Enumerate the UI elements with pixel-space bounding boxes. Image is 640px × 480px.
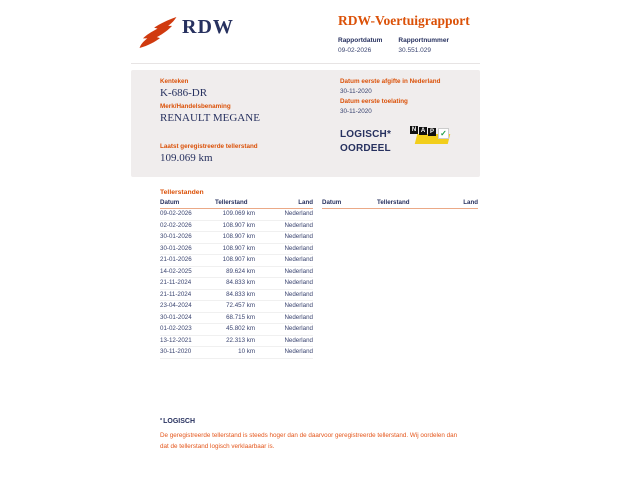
table-row bbox=[160, 301, 313, 313]
report-date-label: Rapportdatum bbox=[338, 37, 383, 44]
kenteken-value: K-686-DR bbox=[160, 87, 208, 99]
table-cell-land: Nederland bbox=[284, 233, 313, 240]
column-header-tellerstand: Tellerstand bbox=[215, 199, 248, 206]
table-row bbox=[160, 290, 313, 302]
table-cell-datum: 21-11-2024 bbox=[160, 279, 192, 286]
table-row bbox=[160, 221, 313, 233]
table-cell-datum: 30-11-2020 bbox=[160, 348, 192, 355]
table-cell-land: Nederland bbox=[284, 313, 313, 321]
report-number-field bbox=[398, 37, 449, 54]
tellerstanden-title: Tellerstanden bbox=[160, 189, 204, 196]
table-cell-land: Nederland bbox=[284, 210, 313, 217]
table-row bbox=[160, 209, 313, 221]
table-cell-land: Nederland bbox=[284, 279, 313, 286]
column-header-datum: Datum bbox=[322, 199, 342, 206]
eerste-toelating-value: 30-11-2020 bbox=[340, 108, 372, 115]
eerste-toelating-label: Datum eerste toelating bbox=[340, 98, 408, 105]
column-header-land: Land bbox=[298, 199, 313, 206]
table-cell-tellerstand: 108.907 km bbox=[222, 221, 255, 229]
table-row bbox=[160, 336, 313, 348]
oordeel-text bbox=[340, 128, 391, 156]
table-cell-land: Nederland bbox=[284, 302, 313, 309]
table-cell-datum: 30-01-2026 bbox=[160, 233, 192, 240]
meter-table-right-header bbox=[322, 199, 478, 209]
merk-field bbox=[160, 103, 260, 124]
table-row bbox=[160, 232, 313, 244]
table-cell-land: Nederland bbox=[284, 348, 313, 355]
table-cell-tellerstand: 68.715 km bbox=[226, 313, 255, 321]
table-cell-datum: 21-11-2024 bbox=[160, 290, 192, 298]
table-cell-tellerstand: 108.907 km bbox=[222, 256, 255, 263]
report-date-value: 09-02-2026 bbox=[338, 47, 372, 54]
page-title: RDW-Voertuigrapport bbox=[338, 13, 470, 28]
merk-label: Merk/Handelsbenaming bbox=[160, 103, 231, 110]
table-cell-datum: 30-01-2026 bbox=[160, 244, 192, 252]
tellerstanden-tables bbox=[160, 199, 478, 359]
table-cell-datum: 09-02-2026 bbox=[160, 210, 192, 217]
footnote-title bbox=[160, 418, 195, 425]
eerste-afgifte-value: 30-11-2020 bbox=[340, 88, 372, 95]
meter-table-left-body bbox=[160, 209, 313, 359]
table-cell-land: Nederland bbox=[284, 221, 313, 229]
eerste-afgifte-label: Datum eerste afgifte in Nederland bbox=[340, 78, 441, 85]
column-header-datum: Datum bbox=[160, 199, 180, 206]
table-cell-land: Nederland bbox=[284, 336, 313, 344]
table-row bbox=[160, 347, 313, 359]
report-number-value: 30.551.029 bbox=[398, 47, 431, 54]
meter-table-left-header bbox=[160, 199, 313, 209]
meter-table-left bbox=[160, 199, 313, 359]
rdw-wing-icon bbox=[138, 16, 178, 49]
table-cell-land: Nederland bbox=[284, 325, 313, 332]
meter-table-right bbox=[322, 199, 478, 359]
merk-value: RENAULT MEGANE bbox=[160, 112, 260, 124]
table-cell-tellerstand: 109.069 km bbox=[222, 210, 255, 217]
nap-logo bbox=[410, 126, 456, 148]
table-row bbox=[160, 324, 313, 336]
oordeel-line1: LOGISCH* bbox=[340, 129, 392, 140]
table-cell-tellerstand: 84.833 km bbox=[226, 290, 255, 298]
table-cell-datum: 21-01-2026 bbox=[160, 256, 192, 263]
table-cell-land: Nederland bbox=[284, 267, 313, 275]
report-number-label: Rapportnummer bbox=[398, 37, 449, 44]
eerste-afgifte-field bbox=[340, 78, 440, 95]
table-cell-datum: 01-02-2023 bbox=[160, 325, 192, 332]
column-header-land: Land bbox=[463, 199, 478, 206]
table-row bbox=[160, 278, 313, 290]
table-cell-datum: 23-04-2024 bbox=[160, 302, 192, 309]
nap-letter-a: A bbox=[420, 128, 426, 134]
table-row bbox=[160, 255, 313, 267]
laatste-tellerstand-field bbox=[160, 143, 258, 164]
table-row bbox=[160, 267, 313, 279]
nap-check-icon: ✓ bbox=[438, 128, 449, 139]
table-cell-datum: 02-02-2026 bbox=[160, 221, 192, 229]
footnote-text: De geregistreerde tellerstand is steeds hoger dan de daarvoor geregistreerde tellerstand. Wij oordelen dan dat de tellerstand logisch verklaarbaar is. bbox=[160, 432, 458, 450]
laatste-tellerstand-label: Laatst geregistreerde tellerstand bbox=[160, 143, 258, 150]
footnote-marker: * bbox=[160, 418, 163, 424]
vehicle-summary-panel bbox=[131, 70, 480, 177]
table-cell-land: Nederland bbox=[284, 256, 313, 263]
table-row bbox=[160, 244, 313, 256]
table-cell-tellerstand: 72.457 km bbox=[226, 302, 255, 309]
footnote-title-text: LOGISCH bbox=[163, 418, 196, 425]
header-divider bbox=[131, 63, 480, 64]
table-cell-tellerstand: 108.907 km bbox=[222, 244, 255, 252]
table-cell-land: Nederland bbox=[284, 290, 313, 298]
nap-letter-n: N bbox=[411, 127, 417, 133]
table-cell-datum: 30-01-2024 bbox=[160, 313, 192, 321]
kenteken-field bbox=[160, 78, 207, 99]
table-cell-datum: 13-12-2021 bbox=[160, 336, 192, 344]
oordeel-line2: OORDEEL bbox=[340, 143, 391, 154]
column-header-tellerstand: Tellerstand bbox=[377, 199, 410, 206]
table-cell-tellerstand: 84.833 km bbox=[226, 279, 255, 286]
kenteken-label: Kenteken bbox=[160, 78, 189, 85]
table-cell-datum: 14-02-2025 bbox=[160, 267, 192, 275]
table-row bbox=[160, 313, 313, 325]
rdw-logo-wordmark: RDW bbox=[182, 16, 234, 38]
report-meta bbox=[338, 37, 449, 54]
table-cell-tellerstand: 89.624 km bbox=[226, 267, 255, 275]
eerste-toelating-field bbox=[340, 98, 408, 115]
table-cell-tellerstand: 10 km bbox=[238, 348, 255, 355]
table-cell-tellerstand: 22.313 km bbox=[226, 336, 255, 344]
table-cell-land: Nederland bbox=[284, 244, 313, 252]
nap-letter-p: P bbox=[429, 129, 434, 135]
laatste-tellerstand-value: 109.069 km bbox=[160, 152, 213, 164]
table-cell-tellerstand: 45.802 km bbox=[226, 325, 255, 332]
report-date-field bbox=[338, 37, 382, 54]
table-cell-tellerstand: 108.907 km bbox=[222, 233, 255, 240]
